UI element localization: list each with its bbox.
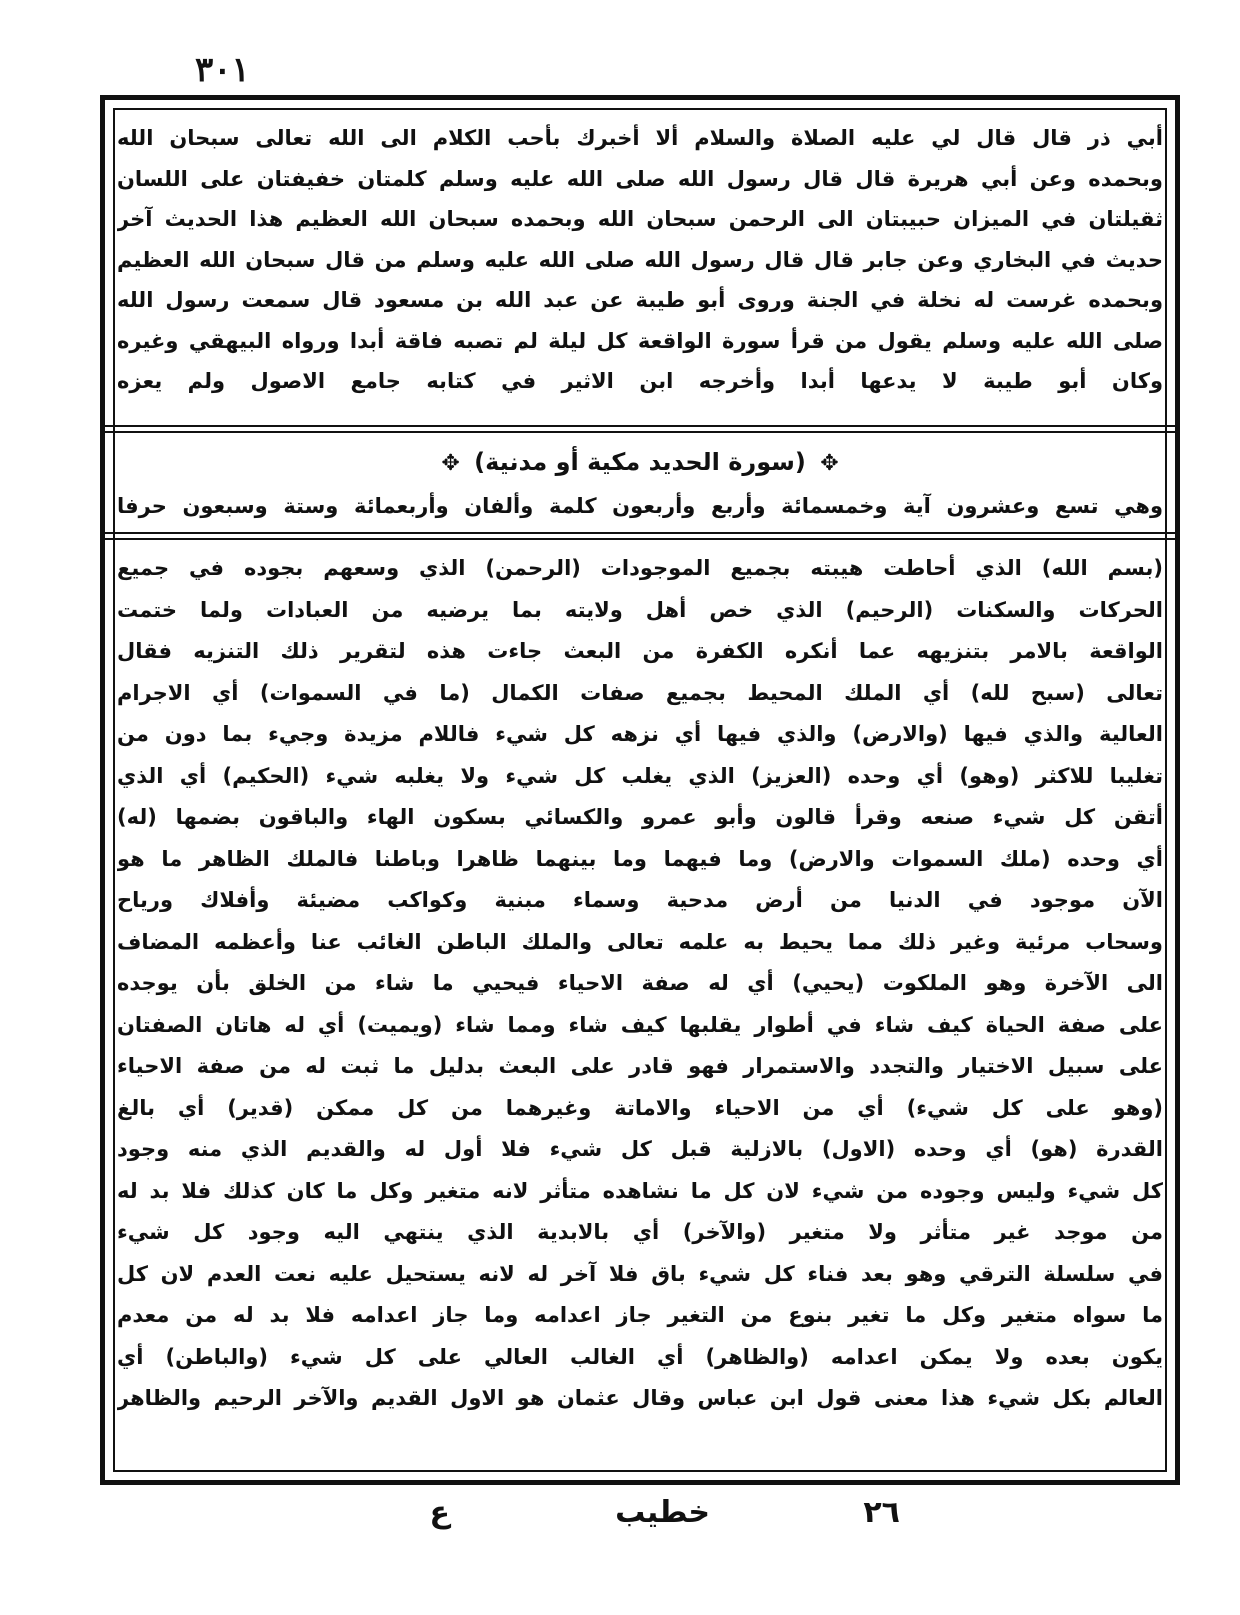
- footer-signature: ع: [429, 1495, 450, 1530]
- text-line: الى الآخرة وهو الملكوت (يحيي) أي له صفة الاحياء فيحيي ما شاء من الخلق بأن يوجده: [117, 971, 1163, 995]
- text-line: الواقعة بالامر بتنزيهه عما أنكره الكفرة من البعث جاءت هذه لتقرير ذلك التنزيه فقال: [117, 639, 1163, 663]
- text-line: العالية والذي فيها (والارض) والذي فيها أي نزهه كل شيء فاللام مزيدة وجيء بما دون من: [117, 722, 1163, 746]
- divider-line: [105, 431, 1175, 433]
- divider-line: [105, 538, 1175, 540]
- divider-line: [105, 532, 1175, 534]
- text-line: الحركات والسكنات (الرحيم) الذي خص أهل ولايته بما يرضيه من العبادات ولما ختمت: [117, 597, 1163, 622]
- text-line: ما سواه متغير وكل ما تغير بنوع من التغير جاز اعدامه وما جاز اعدامه فلا بد له من معدم: [117, 1303, 1163, 1327]
- text-line: وبحمده غرست له نخلة في الجنة وروى أبو طيبة عن عبد الله بن مسعود قال سمعت رسول الله: [117, 288, 1163, 312]
- text-line: أتقن كل شيء صنعه وقرأ قالون وأبو عمرو والكسائي بسكون الهاء والباقون بضمها (له): [117, 805, 1163, 829]
- text-line: على صفة الحياة كيف شاء في أطوار يقلبها كيف شاء ومما شاء (ويميت) أي له هاتان الصفتان: [117, 1012, 1163, 1037]
- page-number: ٣٠١: [195, 50, 250, 90]
- text-line: الآن موجود في الدنيا من أرض مدحية وسماء مبنية وكواكب مضيئة وأفلاك ورياح: [117, 888, 1163, 912]
- text-line: كل شيء وليس وجوده من شيء لان كل ما نشاهده متأثر لانه متغير وكل ما كان كذلك فلا بد له: [117, 1178, 1163, 1203]
- text-line: من موجد غير متأثر ولا متغير (والآخر) أي بالابدية الذي ينتهي اليه وجود كل شيء: [117, 1220, 1163, 1244]
- text-line: (وهو على كل شيء) أي من الاحياء والاماتة وغيرهما من كل ممكن (قدير) أي بالغ: [117, 1095, 1163, 1120]
- surah-title-text: سورة الحديد مكية أو مدنية: [485, 448, 795, 476]
- footer-name: خطيب: [615, 1495, 710, 1530]
- text-line: في سلسلة الترقي وهو بعد فناء كل شيء باق فلا آخر له لانه يستحيل عليه نعت العدم لان كل: [117, 1261, 1163, 1286]
- text-line: وكان أبو طيبة لا يدعها أبدا وأخرجه ابن الاثير في كتابه جامع الاصول ولم يعزه: [117, 369, 1163, 393]
- ornament-icon: ✥: [820, 451, 839, 476]
- surah-header: [117, 440, 1163, 530]
- text-line: أبي ذر قال قال لي عليه الصلاة والسلام ألا أخبرك بأحب الكلام الى الله تعالى سبحان الله: [117, 126, 1163, 150]
- commentary-text: [117, 548, 1163, 1420]
- text-line: على سبيل الاختيار والتجدد والاستمرار فهو قادر على البعث بدليل ما ثبت له من صفة الاحياء: [117, 1054, 1163, 1078]
- text-line: أي وحده (ملك السموات والارض) وما فيهما وما بينهما ظاهرا وباطنا فالملك الظاهر ما هو: [117, 846, 1163, 871]
- text-line: حديث في البخاري وعن جابر قال قال رسول الله صلى الله عليه وسلم من قال سبحان الله العظيم: [117, 247, 1163, 272]
- page-frame: [100, 95, 1180, 1485]
- text-line: (بسم الله) الذي أحاطت هيبته بجميع الموجودات (الرحمن) الذي وسعهم بجوده في جميع: [117, 556, 1163, 580]
- ornament-icon: ✥: [441, 451, 460, 476]
- surah-title: ✥ (سورة الحديد مكية أو مدنية) ✥: [441, 448, 839, 476]
- text-line: ثقيلتان في الميزان حبيبتان الى الرحمن سبحان الله وبحمده سبحان الله العظيم هذا الحديث آخر: [117, 207, 1163, 231]
- previous-surah-text: [117, 118, 1163, 408]
- text-line: يكون بعده ولا يمكن اعدامه (والظاهر) أي الغالب العالي على كل شيء (والباطن) أي: [117, 1344, 1163, 1369]
- text-line: العالم بكل شيء هذا معنى قول ابن عباس وقال عثمان هو الاول القديم والآخر الرحيم والظاهر: [117, 1386, 1163, 1410]
- text-line: القدرة (هو) أي وحده (الاول) بالازلية قبل كل شيء فلا أول له والقديم الذي منه وجود: [117, 1137, 1163, 1161]
- page-footer: [380, 1495, 900, 1545]
- text-line: تعالى (سبح لله) أي الملك المحيط بجميع صفات الكمال (ما في السموات) أي الاجرام: [117, 680, 1163, 705]
- text-line: وسحاب مرئية وغير ذلك مما يحيط به علمه تعالى والملك الباطن الغائب عنا وأعظمه المضاف: [117, 929, 1163, 954]
- divider-line: [105, 425, 1175, 427]
- text-line: وبحمده وعن أبي هريرة قال قال رسول الله صلى الله عليه وسلم كلمتان خفيفتان على اللسان: [117, 166, 1163, 191]
- text-line: صلى الله عليه وسلم يقول من قرأ سورة الواقعة كل ليلة لم تصبه فاقة أبدا ورواه البيهقي وغيره: [117, 328, 1163, 353]
- text-line: تغليبا للاكثر (وهو) أي وحده (العزيز) الذي يغلب كل شيء ولا يغلبه شيء (الحكيم) أي الذي: [117, 763, 1163, 788]
- surah-info: وهي تسع وعشرون آية وخمسمائة وأربع وأربعون كلمة وألفان وأربعمائة وستة وسبعون حرفا: [117, 494, 1163, 518]
- footer-page-number: ٢٦: [863, 1495, 900, 1530]
